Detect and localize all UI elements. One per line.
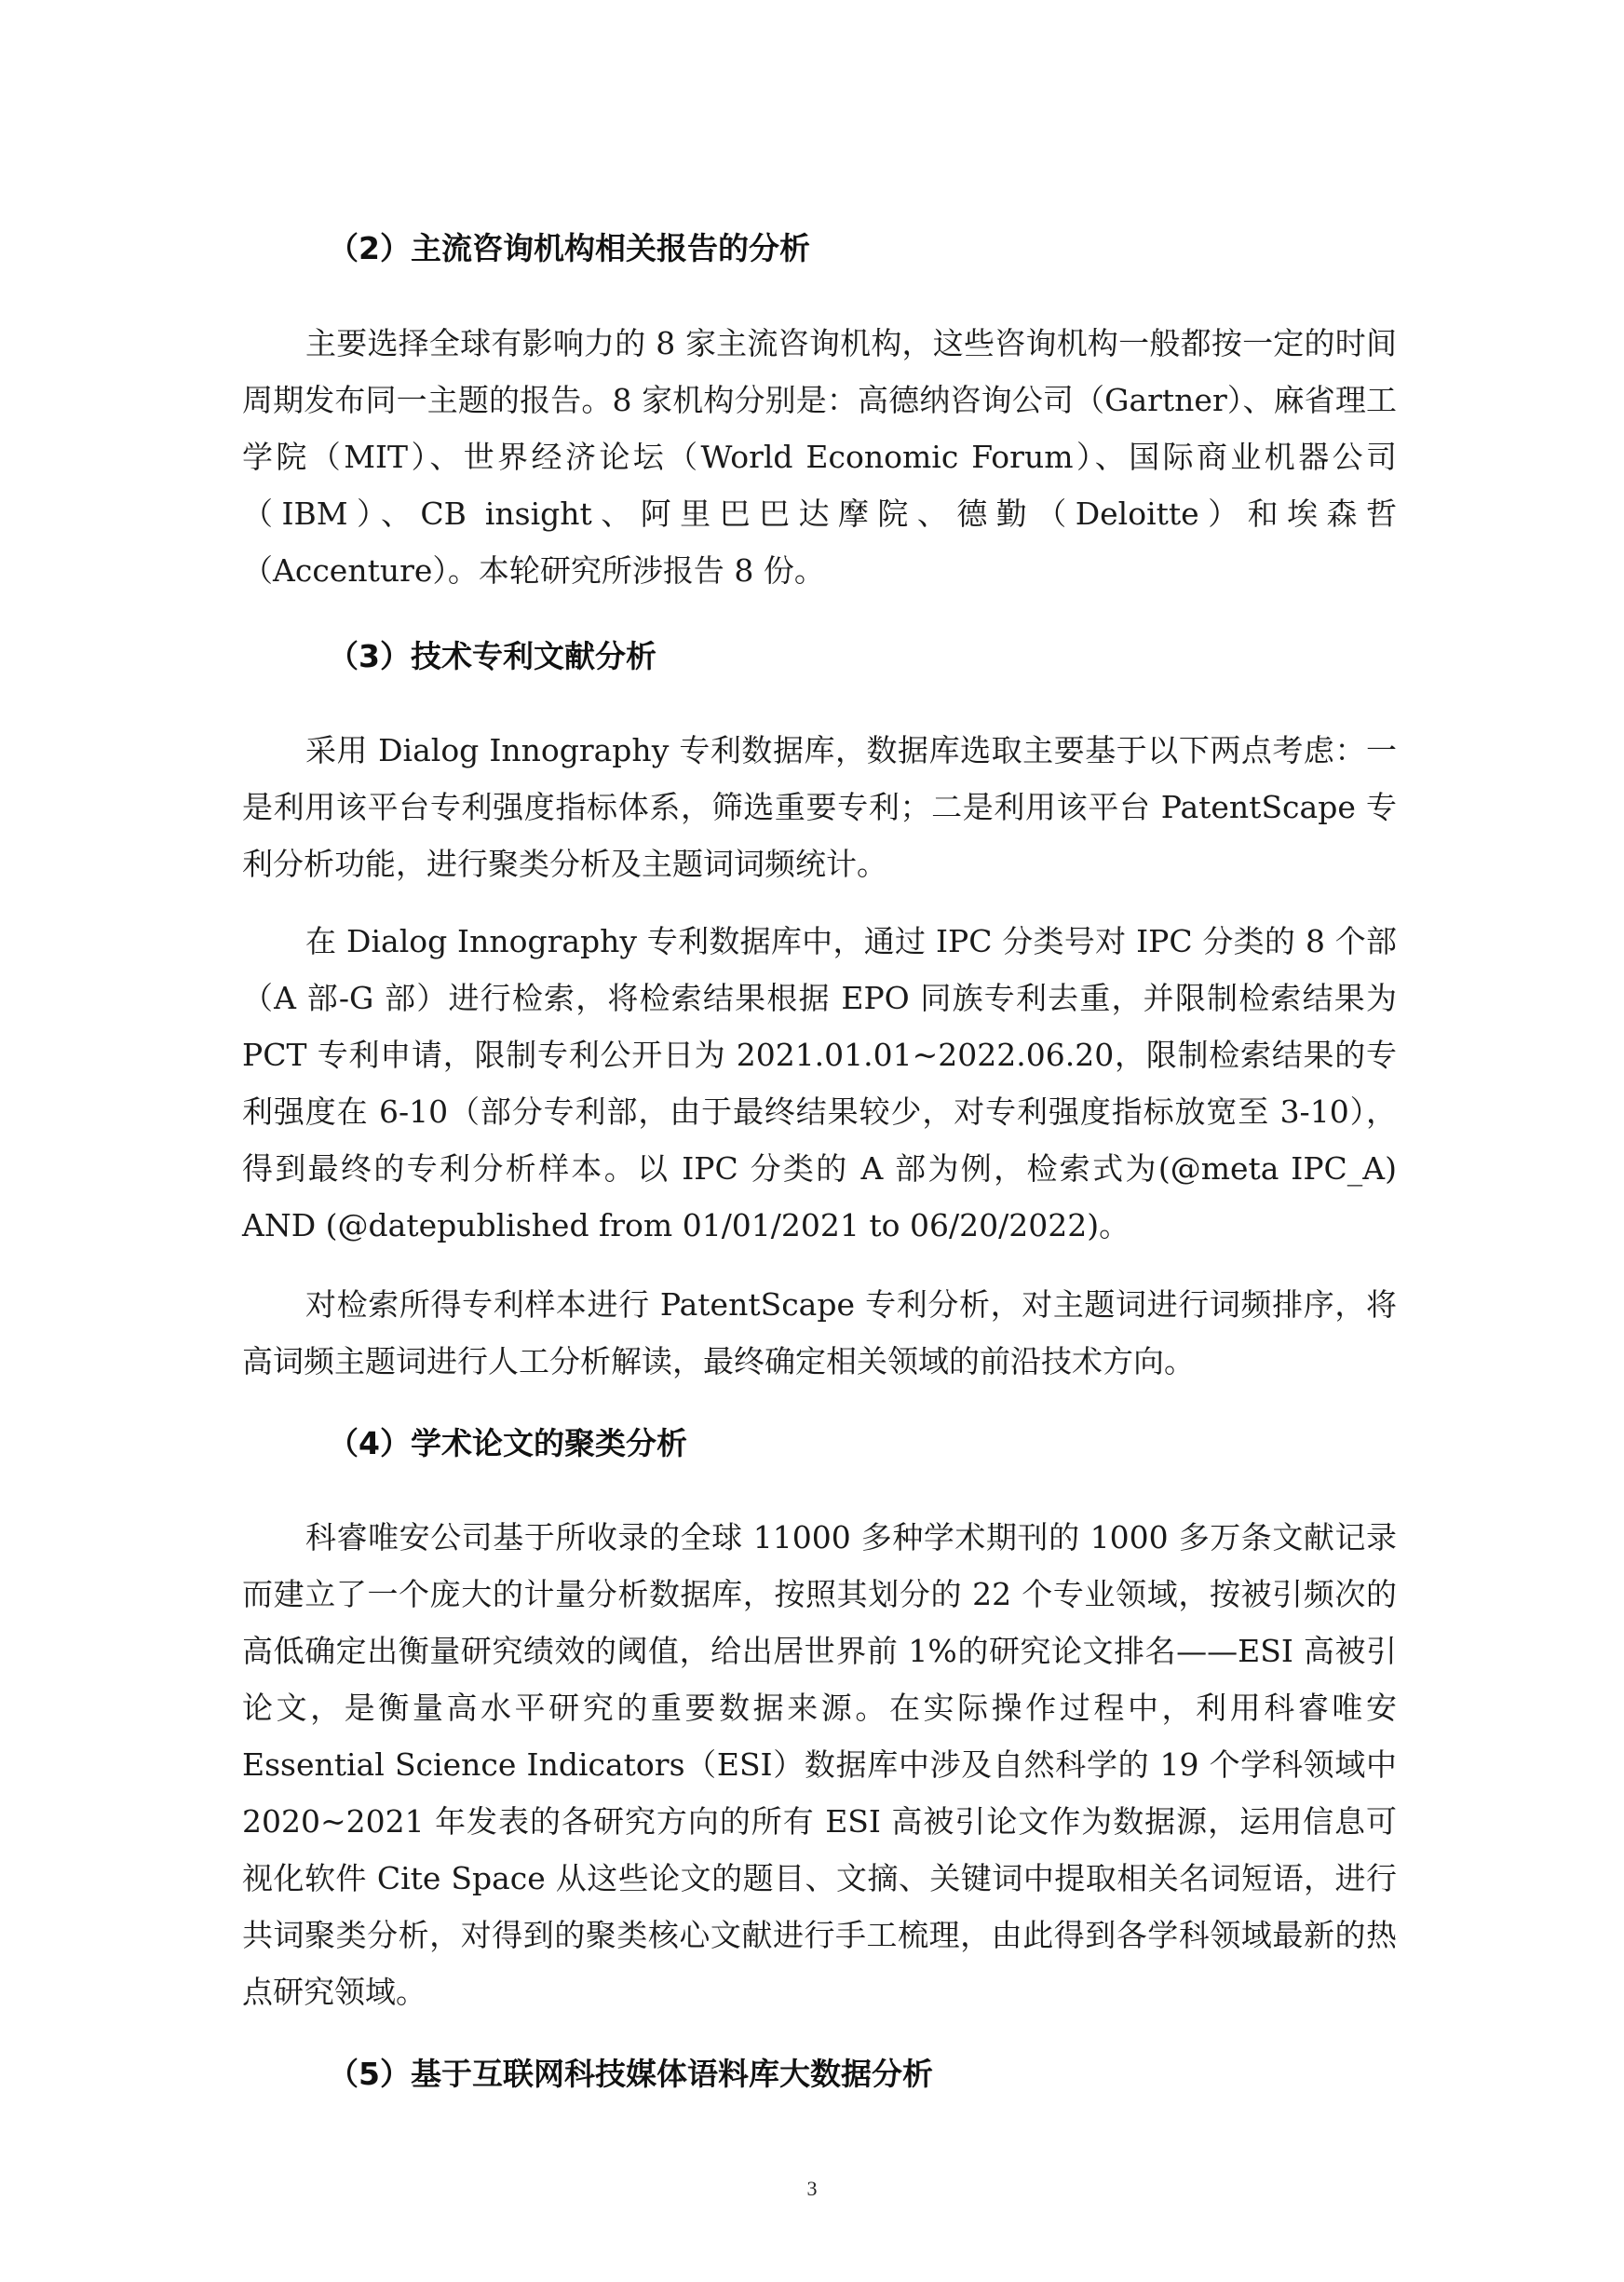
paragraph-consulting-institutions: 主要选择全球有影响力的 8 家主流咨询机构，这些咨询机构一般都按一定的时间周期发布同一主题的报告。8 家机构分别是：高德纳咨询公司（Gartner）、麻省理工学院（MIT）、世界经济论坛（World Economic Forum）、国际商业机器公司（IBM）、CB insight、阿里巴巴达摩院、德勤（Deloitte）和埃森哲（Accenture）。本轮研究所涉报告 8 份。 xyxy=(242,325,1397,589)
page-number: 3 xyxy=(806,2177,818,2200)
paragraph-patent-retrieval: 在 Dialog Innography 专利数据库中，通过 IPC 分类号对 IPC 分类的 8 个部（A 部-G 部）进行检索，将检索结果根据 EPO 同族专利去重，并限制检索结果为 PCT 专利申请，限制专利公开日为 2021.01.01~2022.06.20，限制检索结果的专利强度在 6-10（部分专利部，由于最终结果较少，对专利强度指标放宽至 3-10），得到最终的专利分析样本。以 IPC 分类的 A 部为例，检索式为(@meta IPC_A) AND (@datepublished from 01/01/2021 to 06/20/2022)。 xyxy=(242,923,1397,1243)
paragraph-patentscape-analysis: 对检索所得专利样本进行 PatentScape 专利分析，对主题词进行词频排序，将高词频主题词进行人工分析解读，最终确定相关领域的前沿技术方向。 xyxy=(242,1286,1397,1379)
paragraph-esi-highly-cited: 科睿唯安公司基于所收录的全球 11000 多种学术期刊的 1000 多万条文献记录而建立了一个庞大的计量分析数据库，按照其划分的 22 个专业领域，按被引频次的高低确定出衡量研究绩效的阈值，给出居世界前 1%的研究论文排名——ESI 高被引论文，是衡量高水平研究的重要数据来源。在实际操作过程中，利用科睿唯安 Essential Science Indicators（ESI）数据库中涉及自然科学的 19 个学科领域中 2020~2021 年发表的各研究方向的所有 ESI 高被引论文作为数据源，运用信息可视化软件 Cite Space 从这些论文的题目、文摘、关键词中提取相关名词短语，进行共词聚类分析，对得到的聚类核心文献进行手工梳理，由此得到各学科领域最新的热点研究领域。 xyxy=(242,1519,1397,2010)
section-heading-paper-clustering: （4）学术论文的聚类分析 xyxy=(328,1425,687,1461)
paragraph-patent-database: 采用 Dialog Innography 专利数据库，数据库选取主要基于以下两点考虑：一是利用该平台专利强度指标体系，筛选重要专利；二是利用该平台 PatentScape 专利分析功能，进行聚类分析及主题词词频统计。 xyxy=(242,732,1397,882)
section-heading-media-corpus: （5）基于互联网科技媒体语料库大数据分析 xyxy=(328,2056,933,2092)
section-heading-consulting-reports: （2）主流咨询机构相关报告的分析 xyxy=(328,230,810,266)
section-heading-patent-analysis: （3）技术专利文献分析 xyxy=(328,638,656,674)
